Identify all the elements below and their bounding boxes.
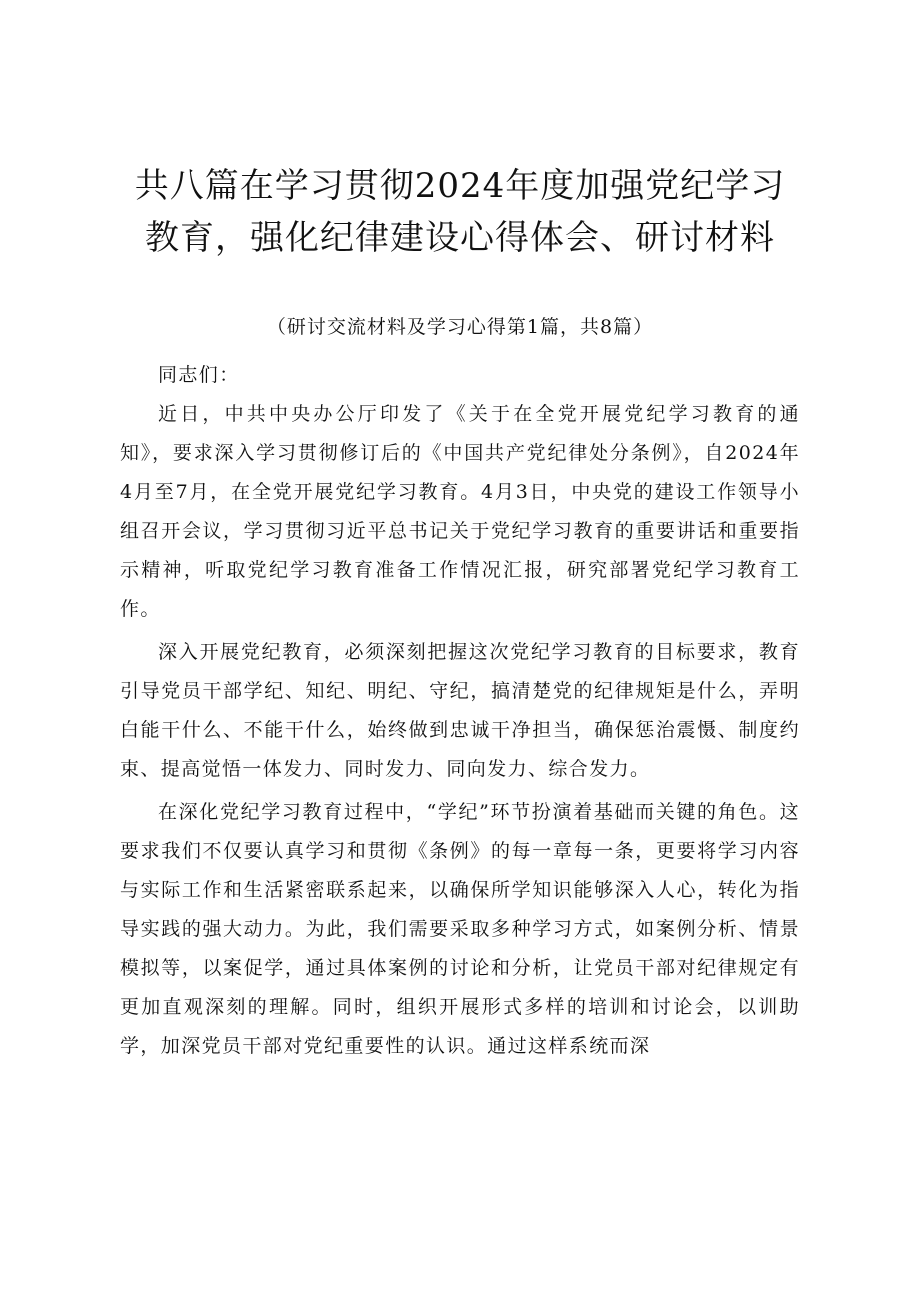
document-body: [120, 356, 800, 1066]
salutation: 同志们：: [158, 364, 240, 386]
paragraph: 近日，中共中央办公厅印发了《关于在全党开展党纪学习教育的通知》，要求深入学习贯彻修订后的《中国共产党纪律处分条例》，自2024年4月至7月，在全党开展党纪学习教育。4月3日，中央党的建设工作领导小组召开会议，学习贯彻习近平总书记关于党纪学习教育的重要讲话和重要指示精神，听取党纪学习教育准备工作情况汇报，研究部署党纪学习教育工作。: [120, 403, 800, 620]
paragraph: 深入开展党纪教育，必须深刻把握这次党纪学习教育的目标要求，教育引导党员干部学纪、知纪、明纪、守纪，搞清楚党的纪律规矩是什么，弄明白能干什么、不能干什么，始终做到忠诚干净担当，确保惩治震慑、制度约束、提高觉悟一体发力、同时发力、同向发力、综合发力。: [120, 641, 800, 780]
document-title: 共八篇在学习贯彻2024年度加强党纪学习教育，强化纪律建设心得体会、研讨材料: [134, 166, 786, 258]
document-subtitle: （研讨交流材料及学习心得第1篇，共8篇）: [266, 316, 654, 338]
paragraph: 在深化党纪学习教育过程中，“学纪”环节扮演着基础而关键的角色。这要求我们不仅要认真学习和贯彻《条例》的每一章每一条，更要将学习内容与实际工作和生活紧密联系起来，以确保所学知识能够深入人心，转化为指导实践的强大动力。为此，我们需要采取多种学习方式，如案例分析、情景模拟等，以案促学，通过具体案例的讨论和分析，让党员干部对纪律规定有更加直观深刻的理解。同时，组织开展形式多样的培训和讨论会，以训助学，加深党员干部对党纪重要性的认识。通过这样系统而深: [120, 801, 800, 1057]
